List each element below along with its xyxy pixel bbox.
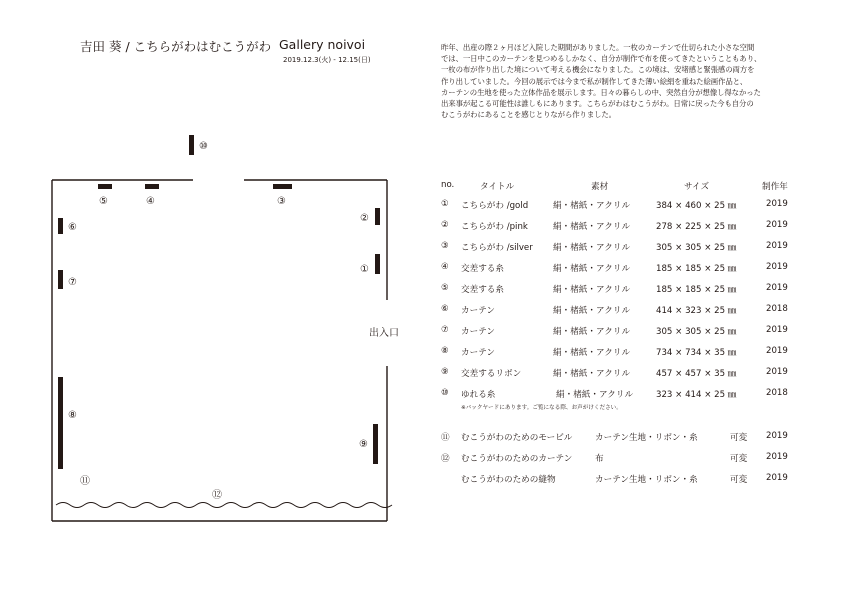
row-material: 布 [595, 454, 604, 464]
row-year: 2019 [766, 283, 788, 293]
artwork-10-mark [189, 135, 194, 155]
row-title: こちらがわ /gold [461, 201, 529, 211]
row-size: 457 × 457 × 35 ㎜ [656, 369, 737, 379]
marker-3: ③ [277, 196, 286, 207]
row-material: 絹・楮紙・アクリル [553, 243, 631, 253]
marker-7: ⑦ [68, 277, 77, 288]
intro-line: 昨年、出産の際２ヶ月ほど入院した期間がありました。一枚のカーテンで仕切られた小さな空間 [441, 43, 755, 52]
intro-line: 作り出していました。今回の展示では今まで私が制作してきた薄い絵絹を重ねた絵画作品と、 [441, 76, 748, 86]
row-no: ⑥ [441, 304, 449, 314]
row-year: 2019 [766, 199, 788, 209]
row-no: ⑧ [441, 346, 449, 356]
row-material: 絹・楮紙・アクリル [553, 222, 631, 232]
row-size: 414 × 323 × 25 ㎜ [656, 306, 737, 316]
artwork-7-mark [58, 270, 63, 289]
row-year: 2019 [766, 241, 788, 251]
row-title: カーテン [461, 327, 495, 337]
row-size: 185 × 185 × 25 ㎜ [656, 285, 737, 295]
artwork-5-mark [98, 184, 112, 189]
row-material: 絹・楮紙・アクリル [553, 285, 631, 295]
row-material: 絹・楮紙・アクリル [553, 348, 631, 358]
row-no: ② [441, 220, 449, 230]
col-header-material: 素材 [591, 182, 609, 192]
row-no: ① [441, 199, 449, 209]
row-material: 絹・楮紙・アクリル [553, 264, 631, 274]
row-year: 2019 [766, 262, 788, 272]
row-size: 可変 [730, 475, 748, 485]
exhibition-dates: 2019.12.3(火) - 12.15(日) [283, 56, 371, 64]
row-material: カーテン生地・リボン・糸 [595, 433, 698, 443]
curtain-wave [56, 503, 392, 508]
row-title: 交差するリボン [461, 369, 522, 379]
intro-line: 出来事が起こる可能性は誰しもにあります。こちらがわはむこうがわ。日常に戻った今も自分の [441, 99, 754, 109]
col-header-title: タイトル [480, 182, 515, 192]
col-header-size: サイズ [684, 182, 710, 192]
gallery-name: Gallery noivoi [279, 37, 366, 52]
row-material: 絹・楮紙・アクリル [553, 201, 631, 211]
intro-line: では、一日中このカーテンを見つめるしかなく、自分が制作で布を使ってきたということもあり、 [441, 54, 762, 64]
row-size: 323 × 414 × 25 ㎜ [656, 390, 737, 400]
row-year: 2019 [766, 346, 788, 356]
row-no: ⑤ [441, 283, 449, 293]
row-title: 交差する糸 [461, 264, 504, 274]
col-header-year: 制作年 [762, 182, 788, 192]
marker-2: ② [360, 213, 369, 224]
row-no: ⑩ [441, 388, 449, 398]
row-title: カーテン [461, 306, 495, 316]
artwork-4-mark [145, 184, 159, 189]
row-size: 185 × 185 × 25 ㎜ [656, 264, 737, 274]
row-title: むこうがわのためのカーテン [461, 454, 573, 464]
row-title: 交差する糸 [461, 285, 504, 295]
row-year: 2019 [766, 431, 788, 441]
row-no: ⑪ [441, 433, 450, 443]
marker-8: ⑧ [68, 410, 77, 421]
artwork-6-mark [58, 218, 63, 234]
row-size: 可変 [730, 433, 748, 443]
row-title: むこうがわのためのモービル [461, 433, 573, 443]
marker-11: ⑪ [80, 476, 90, 487]
artwork-1-mark [375, 254, 380, 274]
gallery-walls [52, 180, 387, 521]
row-title: こちらがわ /silver [461, 243, 533, 253]
row-year: 2019 [766, 473, 788, 483]
artwork-9-mark [373, 424, 378, 464]
artwork-3-mark [273, 184, 292, 189]
artwork-2-mark [375, 208, 380, 225]
row-year: 2019 [766, 220, 788, 230]
row-title: カーテン [461, 348, 495, 358]
row-year: 2018 [766, 304, 788, 314]
row-year: 2019 [766, 325, 788, 335]
row-material: カーテン生地・リボン・糸 [595, 475, 698, 485]
row-title: こちらがわ /pink [461, 222, 528, 232]
intro-line: 一枚の布が作り出した境について考える機会になりました。この境は、安堵感と緊張感の両方を [441, 65, 755, 75]
row-no: ④ [441, 262, 449, 272]
backyard-note: ※バックヤードにあります。ご覧になる際、お声がけください。 [461, 405, 622, 411]
row-material: 絹・楮紙・アクリル [553, 369, 631, 379]
row-no: ③ [441, 241, 449, 251]
row-material: 絹・楮紙・アクリル [553, 306, 631, 316]
artwork-8-mark [58, 377, 63, 469]
row-size: 734 × 734 × 35 ㎜ [656, 348, 737, 358]
row-no: ⑦ [441, 325, 449, 335]
intro-line: カーテンの生地を使った立体作品を展示します。日々の暮らしの中、突然自分が想像し得なかった [441, 87, 761, 97]
intro-line: むこうがわにあることを感じとりながら作りました。 [441, 110, 616, 120]
marker-12: ⑫ [212, 490, 222, 501]
marker-9: ⑨ [359, 439, 368, 450]
marker-4: ④ [146, 196, 155, 207]
row-title: ゆれる糸 [461, 390, 496, 400]
marker-1: ① [360, 264, 369, 275]
row-title: むこうがわのための縫物 [461, 475, 556, 485]
marker-5: ⑤ [99, 196, 108, 207]
row-no: ⑨ [441, 367, 449, 377]
row-material: 絹・楮紙・アクリル [556, 390, 634, 400]
row-size: 305 × 305 × 25 ㎜ [656, 243, 737, 253]
row-material: 絹・楮紙・アクリル [553, 327, 631, 337]
entrance-label: 出入口 [369, 328, 399, 339]
row-size: 可変 [730, 454, 748, 464]
col-header-no: no. [441, 180, 455, 190]
exhibition-title: 吉田 葵 / こちらがわはむこうがわ [80, 39, 272, 54]
marker-6: ⑥ [68, 222, 77, 233]
marker-10: ⑩ [199, 141, 208, 152]
row-year: 2019 [766, 452, 788, 462]
row-year: 2019 [766, 367, 788, 377]
row-year: 2018 [766, 388, 788, 398]
row-no: ⑫ [441, 454, 450, 464]
row-size: 305 × 305 × 25 ㎜ [656, 327, 737, 337]
row-size: 384 × 460 × 25 ㎜ [656, 201, 737, 211]
row-size: 278 × 225 × 25 ㎜ [656, 222, 737, 232]
